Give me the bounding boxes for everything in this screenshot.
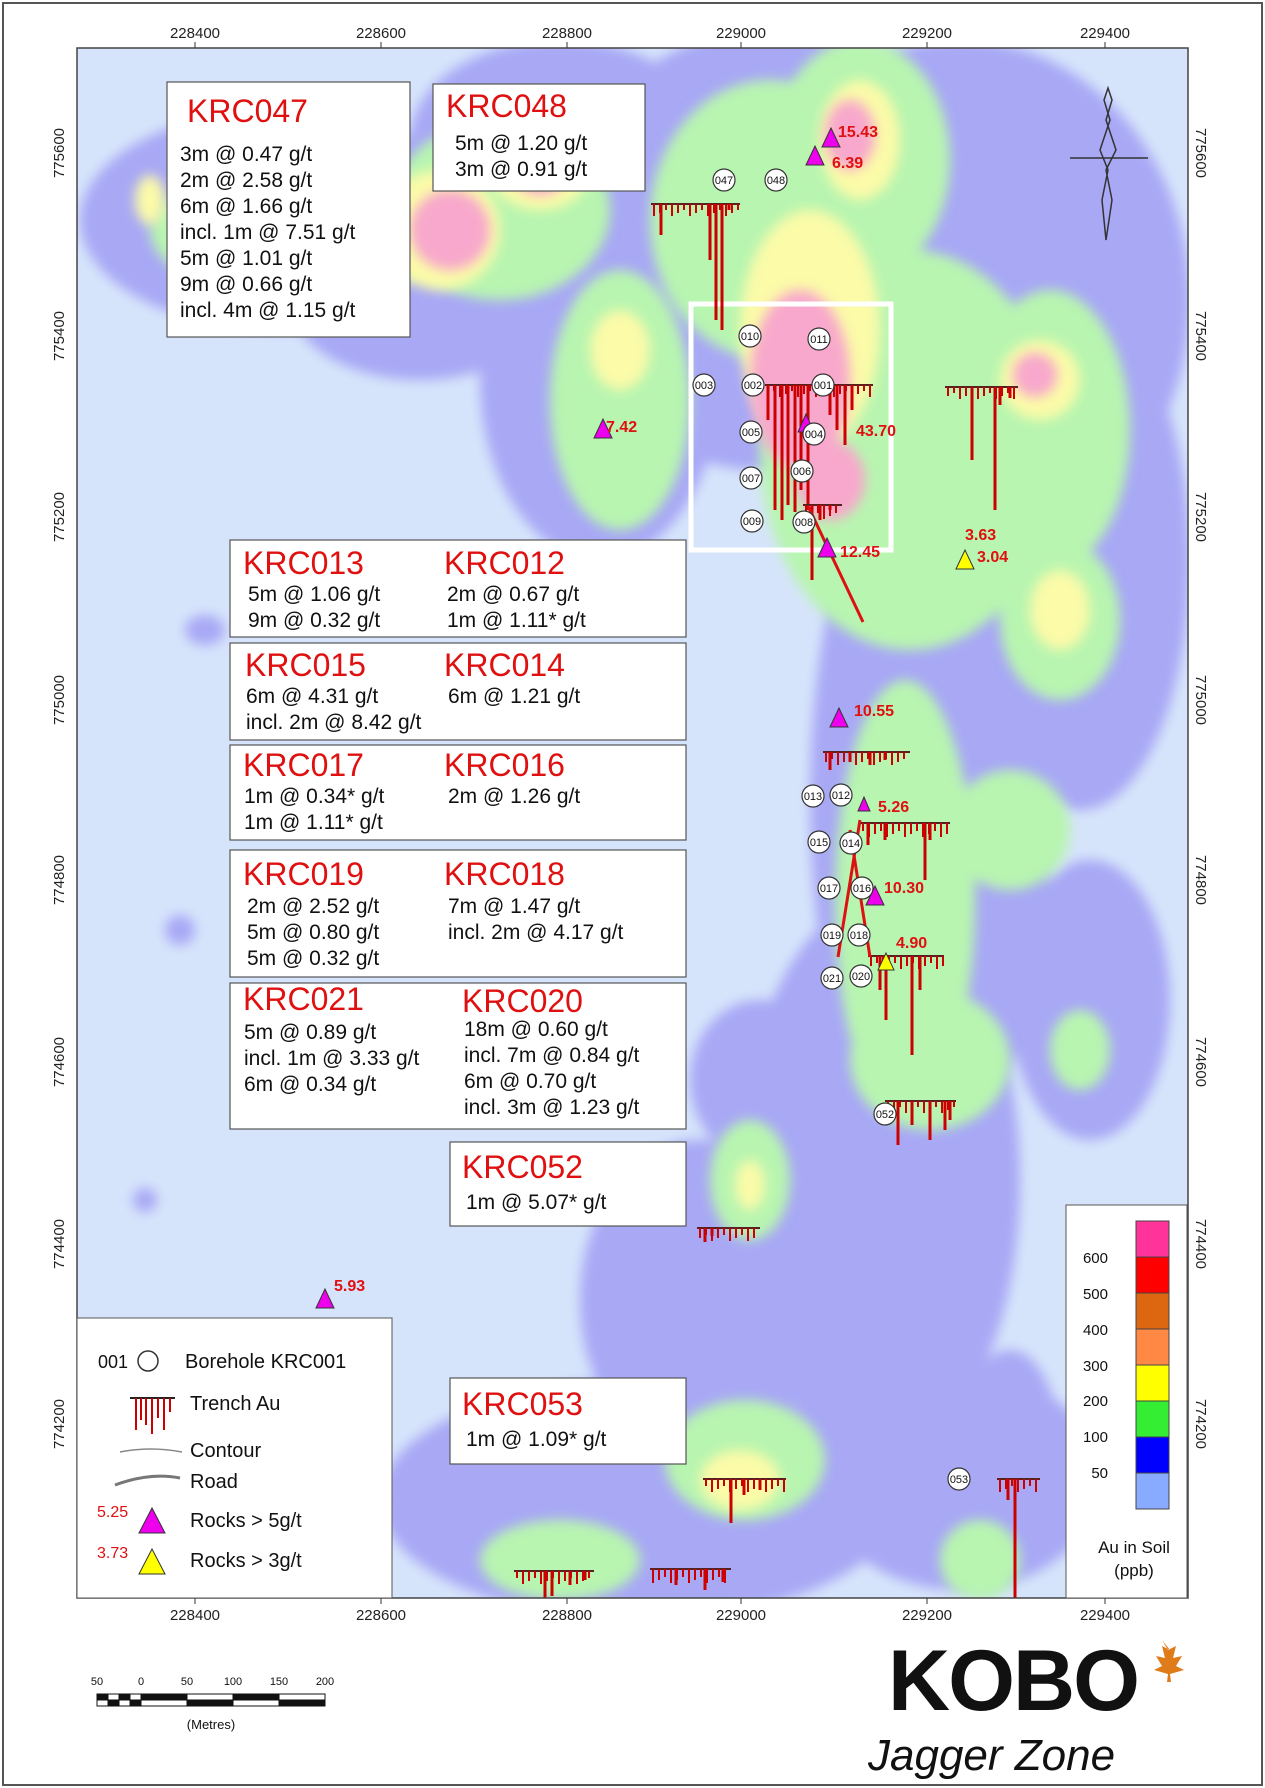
intercept-line: 1m @ 5.07* g/t	[466, 1191, 607, 1214]
borehole-id: 007	[741, 473, 761, 485]
scale-tick: 50	[180, 1676, 194, 1688]
intercept-line: 2m @ 2.58 g/t	[180, 169, 313, 192]
rock-value: 3.04	[977, 549, 1009, 566]
scale-tick: 100	[223, 1676, 243, 1688]
intercept-line: 5m @ 1.06 g/t	[248, 583, 381, 606]
y-tick-right: 775200	[1192, 491, 1209, 543]
colorbar-swatch	[1136, 1401, 1169, 1437]
kobo-logo: KOBO	[888, 1633, 1138, 1729]
color-bar	[1066, 1205, 1187, 1598]
borehole-id: 001	[813, 380, 833, 392]
intercept-line: 1m @ 1.09* g/t	[466, 1428, 607, 1451]
borehole-id: 011	[810, 334, 828, 346]
hole-title: KRC047	[187, 93, 308, 129]
colorbar-swatch	[1136, 1365, 1169, 1401]
intercept-line: incl. 1m @ 3.33 g/t	[244, 1047, 420, 1070]
intercept-line: 5m @ 0.89 g/t	[244, 1021, 377, 1044]
rock-value: 10.30	[884, 880, 925, 897]
intercept-line: 1m @ 1.11* g/t	[244, 811, 383, 834]
borehole-id: 013	[803, 791, 823, 803]
rock-value: 6.39	[832, 155, 864, 172]
intercept-line: 6m @ 0.34 g/t	[244, 1073, 377, 1096]
borehole-id: 017	[819, 883, 839, 895]
legend-rock3-value: 3.73	[97, 1545, 129, 1562]
intercept-line: 5m @ 1.20 g/t	[455, 132, 588, 155]
intercept-line: incl. 1m @ 7.51 g/t	[180, 221, 356, 244]
x-tick-bottom: 228600	[355, 1607, 407, 1624]
intercept-line: 3m @ 0.47 g/t	[180, 143, 313, 166]
y-tick-left: 774400	[51, 1218, 68, 1270]
rock-value: 3.63	[965, 527, 997, 544]
hole-title: KRC021	[243, 981, 364, 1017]
y-tick-left: 774800	[51, 854, 68, 906]
y-tick-right: 775400	[1192, 310, 1209, 362]
rock-value: 7.42	[606, 419, 638, 436]
hole-title: KRC014	[444, 647, 565, 683]
colorbar-tick: 400	[1082, 1322, 1108, 1339]
rock-value: 5.26	[878, 799, 910, 816]
colorbar-tick: 100	[1082, 1429, 1108, 1446]
y-tick-left: 774600	[51, 1036, 68, 1088]
intercept-line: 5m @ 0.80 g/t	[247, 921, 380, 944]
colorbar-tick: 300	[1082, 1358, 1108, 1375]
scale-tick: 0	[137, 1676, 145, 1688]
colorbar-tick: 600	[1082, 1250, 1108, 1267]
y-tick-left: 775200	[51, 491, 68, 543]
colorbar-swatch	[1136, 1473, 1169, 1509]
legend-trench-label: Trench Au	[190, 1393, 281, 1415]
borehole-id: 010	[740, 331, 760, 343]
map-legend	[77, 1318, 392, 1598]
y-tick-left: 774200	[51, 1398, 68, 1450]
hole-title: KRC016	[444, 747, 565, 783]
scale-unit: (Metres)	[186, 1717, 236, 1732]
borehole-id: 014	[841, 838, 861, 850]
rock-value: 4.90	[896, 935, 928, 952]
colorbar-swatch	[1136, 1293, 1169, 1329]
scale-tick: 50	[90, 1676, 104, 1688]
hole-title: KRC048	[446, 88, 567, 124]
rock-value: 12.45	[840, 544, 881, 561]
colorbar-swatch	[1136, 1437, 1169, 1473]
colorbar-unit: (ppb)	[1114, 1561, 1154, 1580]
borehole-id: 053	[949, 1474, 969, 1486]
x-tick-top: 229400	[1079, 25, 1131, 42]
borehole-id: 015	[809, 837, 829, 849]
intercept-line: incl. 3m @ 1.23 g/t	[464, 1096, 640, 1119]
x-tick-top: 228600	[355, 25, 407, 42]
borehole-id: 003	[694, 380, 714, 392]
colorbar-swatch	[1136, 1329, 1169, 1365]
colorbar-swatch	[1136, 1257, 1169, 1293]
borehole-id: 002	[743, 380, 763, 392]
x-tick-top: 228400	[169, 25, 221, 42]
borehole-id: 005	[741, 427, 761, 439]
hole-title: KRC017	[243, 747, 364, 783]
y-tick-left: 775600	[51, 127, 68, 179]
intercept-line: incl. 2m @ 8.42 g/t	[246, 711, 422, 734]
colorbar-title: Au in Soil	[1098, 1538, 1170, 1557]
rock-value: 10.55	[854, 703, 895, 720]
intercept-line: 6m @ 4.31 g/t	[246, 685, 379, 708]
intercept-line: 5m @ 0.32 g/t	[247, 947, 380, 970]
x-tick-top: 229200	[901, 25, 953, 42]
borehole-id: 021	[822, 973, 842, 985]
intercept-line: 9m @ 0.66 g/t	[180, 273, 313, 296]
intercept-line: 1m @ 0.34* g/t	[244, 785, 385, 808]
legend-borehole-code: 001	[98, 1352, 129, 1372]
legend-road-label: Road	[190, 1471, 238, 1493]
borehole-id: 006	[792, 466, 812, 478]
intercept-line: 5m @ 1.01 g/t	[180, 247, 313, 270]
intercept-line: incl. 4m @ 1.15 g/t	[180, 299, 356, 322]
x-tick-bottom: 229000	[715, 1607, 767, 1624]
legend-rock5-label: Rocks > 5g/t	[190, 1510, 302, 1532]
borehole-id: 012	[831, 790, 851, 802]
borehole-id: 009	[742, 516, 762, 528]
x-tick-bottom: 228400	[169, 1607, 221, 1624]
rock-value: 5.93	[334, 1278, 366, 1295]
y-tick-right: 774400	[1192, 1218, 1209, 1270]
y-tick-left: 775400	[51, 310, 68, 362]
intercept-line: 1m @ 1.11* g/t	[447, 609, 586, 632]
y-tick-right: 774800	[1192, 854, 1209, 906]
y-tick-right: 775000	[1192, 674, 1209, 726]
borehole-id: 048	[766, 175, 786, 187]
intercept-line: 6m @ 1.66 g/t	[180, 195, 313, 218]
borehole-id: 019	[822, 930, 842, 942]
hole-title: KRC019	[243, 856, 364, 892]
borehole-id: 008	[794, 517, 814, 529]
y-tick-right: 774600	[1192, 1036, 1209, 1088]
scale-tick: 200	[315, 1676, 335, 1688]
hole-title: KRC015	[245, 647, 366, 683]
intercept-line: 2m @ 2.52 g/t	[247, 895, 380, 918]
borehole-circle-icon	[138, 1351, 158, 1371]
intercept-line: 2m @ 1.26 g/t	[448, 785, 581, 808]
intercept-line: 7m @ 1.47 g/t	[448, 895, 581, 918]
intercept-line: 3m @ 0.91 g/t	[455, 158, 588, 181]
y-tick-right: 774200	[1192, 1398, 1209, 1450]
legend-contour-label: Contour	[190, 1440, 262, 1462]
borehole-id: 020	[851, 971, 871, 983]
intercept-line: incl. 2m @ 4.17 g/t	[448, 921, 624, 944]
scale-tick: 150	[269, 1676, 289, 1688]
borehole-id: 016	[852, 883, 872, 895]
y-tick-right: 775600	[1192, 127, 1209, 179]
legend-borehole-label: Borehole KRC001	[185, 1351, 347, 1373]
x-tick-bottom: 229200	[901, 1607, 953, 1624]
borehole-id: 052	[875, 1109, 895, 1121]
borehole-id: 004	[804, 429, 824, 441]
y-tick-left: 775000	[51, 674, 68, 726]
intercept-line: 9m @ 0.32 g/t	[248, 609, 381, 632]
intercept-line: 6m @ 0.70 g/t	[464, 1070, 597, 1093]
hole-title: KRC020	[462, 983, 583, 1019]
map-subtitle: Jagger Zone	[868, 1731, 1116, 1780]
intercept-line: 6m @ 1.21 g/t	[448, 685, 581, 708]
legend-rock5-value: 5.25	[97, 1504, 129, 1521]
borehole-id: 018	[849, 930, 869, 942]
x-tick-top: 229000	[715, 25, 767, 42]
intercept-line: incl. 7m @ 0.84 g/t	[464, 1044, 640, 1067]
rock-value: 43.70	[856, 423, 897, 440]
hole-title: KRC012	[444, 545, 565, 581]
hole-title: KRC018	[444, 856, 565, 892]
hole-title: KRC053	[462, 1386, 583, 1422]
intercept-line: 18m @ 0.60 g/t	[464, 1018, 608, 1041]
x-tick-top: 228800	[541, 25, 593, 42]
rock-value: 15.43	[838, 124, 879, 141]
colorbar-tick: 200	[1082, 1393, 1108, 1410]
legend-rock3-label: Rocks > 3g/t	[190, 1550, 302, 1572]
colorbar-tick: 50	[1091, 1465, 1108, 1482]
intercept-line: 2m @ 0.67 g/t	[447, 583, 580, 606]
colorbar-swatch	[1136, 1221, 1169, 1257]
borehole-id: 047	[714, 175, 734, 187]
x-tick-bottom: 228800	[541, 1607, 593, 1624]
hole-title: KRC013	[243, 545, 364, 581]
colorbar-tick: 500	[1082, 1286, 1108, 1303]
hole-title: KRC052	[462, 1149, 583, 1185]
x-tick-bottom: 229400	[1079, 1607, 1131, 1624]
